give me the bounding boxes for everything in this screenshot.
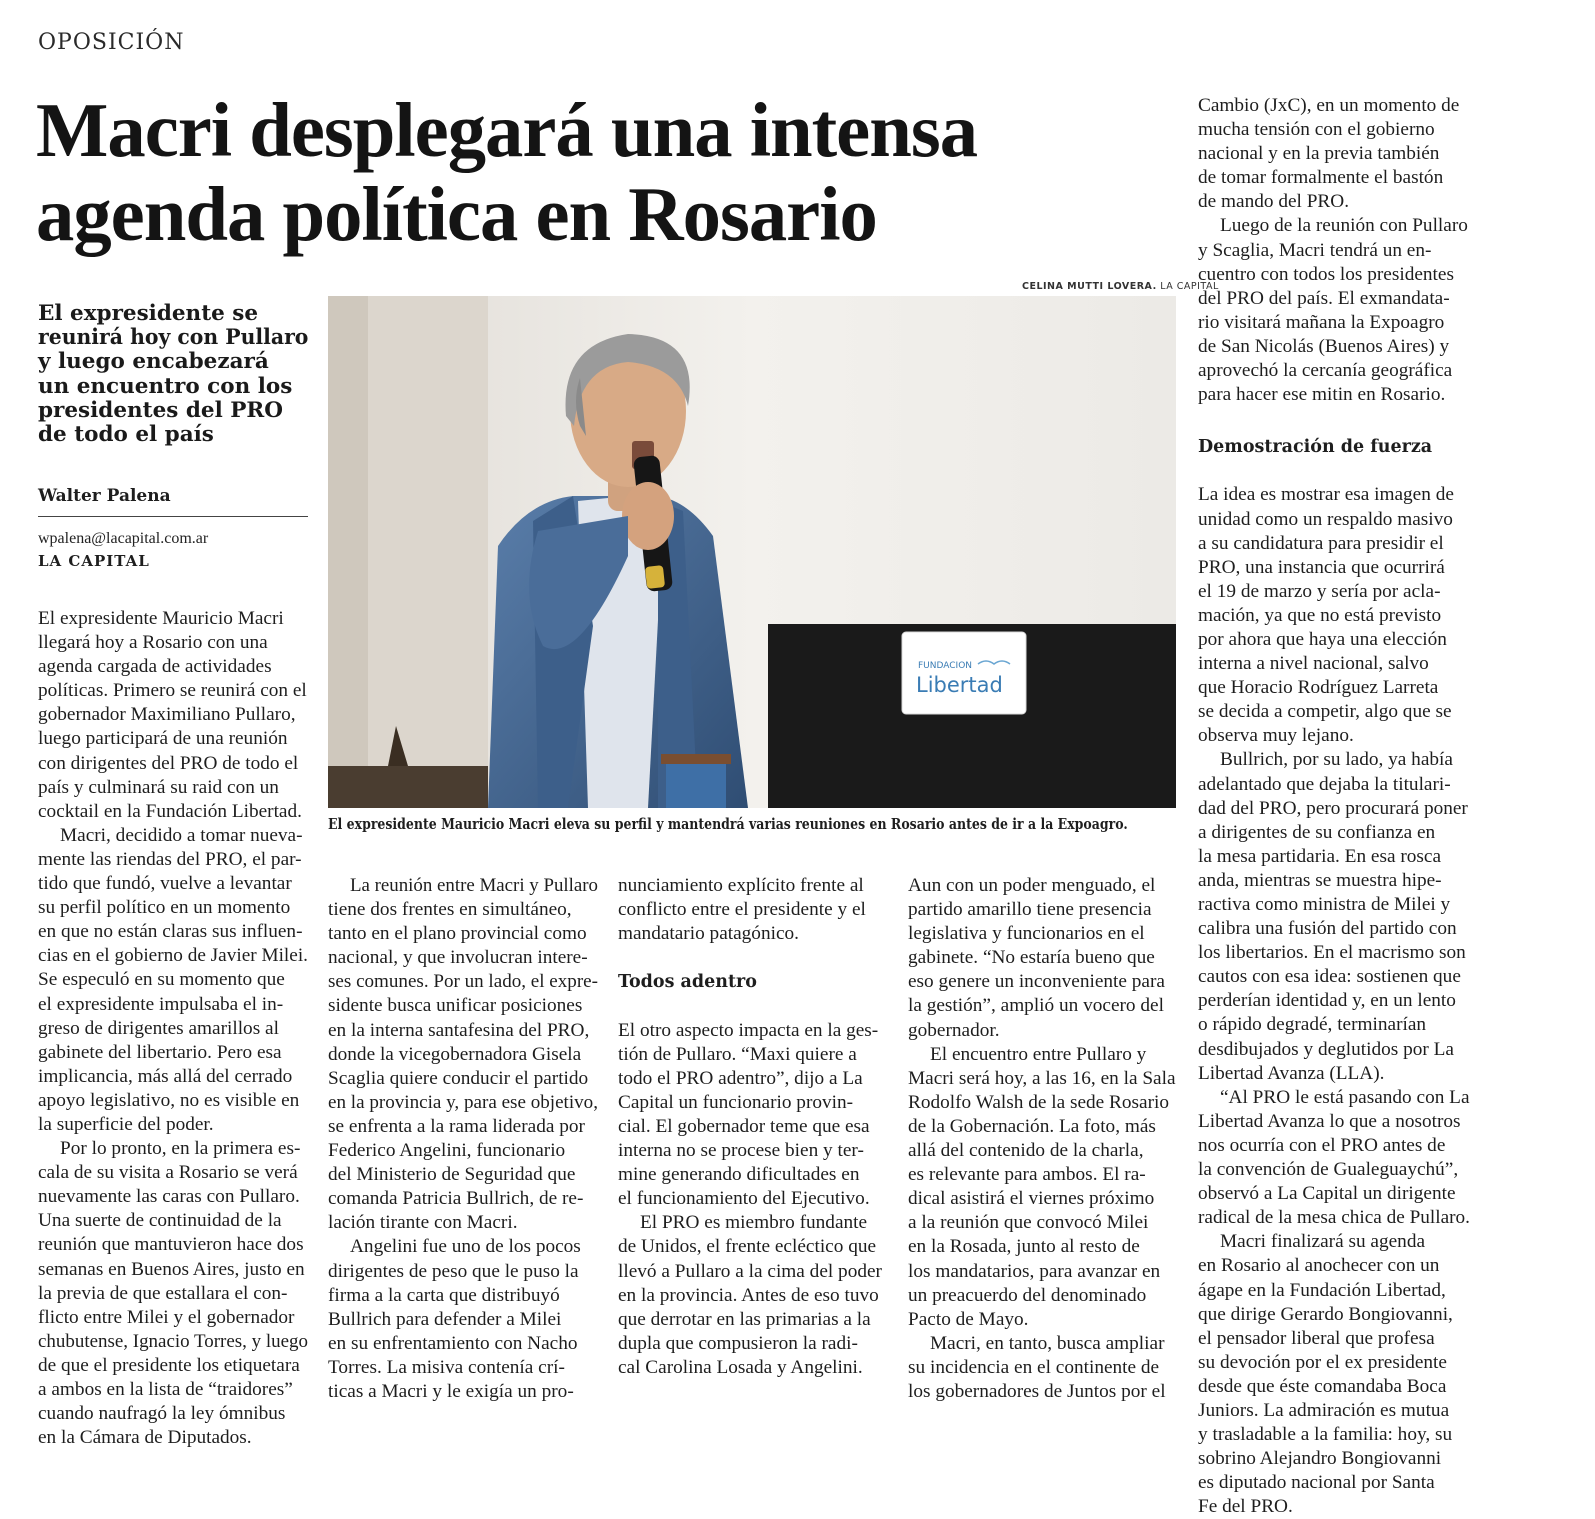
body-line: cial. El gobernador teme que esa xyxy=(618,1115,870,1137)
body-line: implicancia, más allá del cerrado xyxy=(38,1065,293,1087)
body-line: mente las riendas del PRO, el par- xyxy=(38,848,302,870)
body-line: el expresidente impulsaba el in- xyxy=(38,993,284,1015)
body-line: adelantado que dejaba la titulari- xyxy=(1198,773,1451,795)
body-line: y trasladable a la familia: hoy, su xyxy=(1198,1424,1453,1446)
body-line: ágape en la Fundación Libertad, xyxy=(1198,1279,1446,1301)
body-line: La reunión entre Macri y Pullaro xyxy=(350,875,598,896)
body-line: Capital un funcionario provin- xyxy=(618,1091,854,1113)
body-line: El expresidente Mauricio Macri xyxy=(38,608,284,629)
body-line: El PRO es miembro fundante xyxy=(640,1212,868,1234)
body-line: comanda Patricia Bullrich, de re- xyxy=(328,1188,584,1210)
body-line: país y culminará su raid con un xyxy=(38,776,279,798)
body-line: La idea es mostrar esa imagen de xyxy=(1198,484,1454,506)
body-line: que Horacio Rodríguez Larreta xyxy=(1198,677,1439,699)
body-line: anda, mientras se muestra hipe- xyxy=(1198,869,1442,891)
body-line: aprovechó la cercanía geográfica xyxy=(1198,360,1453,382)
body-line: donde la vicegobernadora Gisela xyxy=(328,1043,582,1065)
body-line: su incidencia en el continente de xyxy=(908,1356,1160,1378)
body-line: chubutense, Ignacio Torres, y luego xyxy=(38,1330,308,1352)
body-line: Bullrich para defender a Milei xyxy=(328,1308,562,1330)
body-line: de San Nicolás (Buenos Aires) y xyxy=(1198,335,1450,357)
body-line: Juniors. La admiración es mutua xyxy=(1198,1399,1450,1421)
body-line: Pacto de Mayo. xyxy=(908,1308,1029,1330)
body-line: con dirigentes del PRO de todo el xyxy=(38,752,299,774)
body-line: agenda cargada de actividades xyxy=(38,656,272,678)
body-line: que derrotar en las primarias a la xyxy=(618,1308,871,1330)
body-line: Macri, en tanto, busca ampliar xyxy=(930,1332,1165,1354)
body-line: Macri, decidido a tomar nueva- xyxy=(60,824,303,846)
body-line: sidente busca unificar posiciones xyxy=(328,995,583,1017)
body-line: lación tirante con Macri. xyxy=(328,1212,518,1234)
body-line: nunciamiento explícito frente al xyxy=(618,875,864,896)
body-line: los libertarios. En el macrismo son xyxy=(1198,942,1466,964)
body-line: del Ministerio de Seguridad que xyxy=(328,1164,576,1186)
deck-line: reunirá hoy con Pullaro xyxy=(38,325,309,351)
body-line: perderían identidad y, en un lento xyxy=(1198,990,1456,1012)
body-line: gabinete. “No estaría bueno que xyxy=(908,947,1155,969)
headline xyxy=(36,88,1176,256)
body-line: cuando naufragó la ley ómnibus xyxy=(38,1403,286,1425)
body-line: reunión que mantuvieron hace dos xyxy=(38,1234,304,1256)
body-line: de que el presidente los etiquetara xyxy=(38,1354,300,1376)
body-line: la mesa partidaria. En esa rosca xyxy=(1198,845,1442,867)
body-line: que dirige Gerardo Bongiovanni, xyxy=(1198,1303,1453,1325)
body-line: Libertad Avanza lo que a nosotros xyxy=(1198,1110,1461,1132)
body-line: Cambio (JxC), en un momento de xyxy=(1198,95,1460,116)
byline-author: Walter Palena xyxy=(38,486,308,517)
body-line: la previa de que estallara el con- xyxy=(38,1282,288,1304)
body-line: greso de dirigentes amarillos al xyxy=(38,1017,279,1039)
body-line: en la interna santafesina del PRO, xyxy=(328,1019,590,1041)
body-line: dirigentes de peso que le puso la xyxy=(328,1260,579,1282)
body-line: Federico Angelini, funcionario xyxy=(328,1140,566,1162)
deck-line: El expresidente se xyxy=(38,301,259,326)
body-line: PRO, una instancia que ocurrirá xyxy=(1198,556,1445,578)
body-line: a la reunión que convocó Milei xyxy=(908,1212,1149,1234)
subheading: Demostración de fuerza xyxy=(1198,437,1433,458)
deck-subtitle xyxy=(38,302,308,447)
body-line: tanto en el plano provincial como xyxy=(328,923,587,945)
body-line: ractiva como ministra de Milei y xyxy=(1198,894,1451,915)
body-line: en que no están claras sus influen- xyxy=(38,921,303,943)
body-line: nacional, y que involucran intere- xyxy=(328,947,588,969)
headline-line: agenda política en Rosario xyxy=(36,171,877,257)
photo-credit xyxy=(1022,281,1219,292)
photo-credit-name: CELINA MUTTI LOVERA. xyxy=(1022,281,1157,292)
body-line: en Rosario al anochecer con un xyxy=(1198,1255,1440,1277)
body-line: dical asistirá el viernes próximo xyxy=(908,1188,1155,1210)
article-photo xyxy=(328,296,1176,808)
body-line: ses comunes. Por un lado, el expre- xyxy=(328,971,598,993)
body-line: su perfil político en un momento xyxy=(38,897,291,919)
body-line: legislativa y funcionarios en el xyxy=(908,923,1145,945)
body-line: El encuentro entre Pullaro y xyxy=(930,1043,1147,1065)
body-column-2 xyxy=(328,874,598,1404)
body-line: cautos con esa idea: sostienen que xyxy=(1198,966,1461,988)
body-line: mación, ya que no está previsto xyxy=(1198,604,1442,626)
body-line: los mandatarios, para avanzar en xyxy=(908,1260,1161,1282)
body-line: Aun con un poder menguado, el xyxy=(908,875,1156,896)
photo-credit-outlet: LA CAPITAL xyxy=(1160,281,1219,292)
body-line: gobernador Maximiliano Pullaro, xyxy=(38,704,296,726)
body-line: observa muy lejano. xyxy=(1198,725,1354,747)
body-line: de la Gobernación. La foto, más xyxy=(908,1115,1156,1137)
body-line: para hacer ese mitin en Rosario. xyxy=(1198,384,1446,406)
body-line: Bullrich, por su lado, ya había xyxy=(1220,749,1453,771)
body-line: desdibujados y deglutidos por La xyxy=(1198,1038,1454,1060)
body-line: “Al PRO le está pasando con La xyxy=(1220,1086,1470,1108)
body-line: se decida a competir, algo que se xyxy=(1198,701,1452,723)
body-line: en su enfrentamiento con Nacho xyxy=(328,1332,578,1354)
body-line: mine generando dificultades en xyxy=(618,1164,860,1186)
body-line: en la provincia. Antes de eso tuvo xyxy=(618,1284,879,1306)
body-line: del PRO del país. El exmandata- xyxy=(1198,287,1450,309)
body-line: se enfrenta a la rama liderada por xyxy=(328,1115,585,1137)
subheading: Todos adentro xyxy=(618,972,757,993)
body-line: partido amarillo tiene presencia xyxy=(908,899,1152,921)
body-line: cias en el gobierno de Javier Milei. xyxy=(38,945,308,967)
deck-line: y luego encabezará xyxy=(38,349,269,375)
body-line: es diputado nacional por Santa xyxy=(1198,1472,1435,1494)
body-line: unidad como un respaldo masivo xyxy=(1198,508,1453,530)
body-line: calibra una fusión del partido con xyxy=(1198,918,1457,940)
body-line: cala de su visita a Rosario se verá xyxy=(38,1162,298,1184)
body-column-1 xyxy=(38,607,308,1450)
body-line: tido que fundó, vuelve a levantar xyxy=(38,873,292,895)
body-line: nuevamente las caras con Pullaro. xyxy=(38,1186,300,1208)
body-line: por ahora que haya una elección xyxy=(1198,628,1447,650)
body-line: eso genere un inconveniente para xyxy=(908,971,1165,993)
body-line: la gestión”, amplió un vocero del xyxy=(908,995,1164,1017)
body-line: mandatario patagónico. xyxy=(618,923,799,945)
body-line: gabinete del libertario. Pero esa xyxy=(38,1041,282,1063)
body-line: Fe del PRO. xyxy=(1198,1496,1293,1518)
body-line: su devoción por el ex presidente xyxy=(1198,1351,1447,1373)
body-line: tiene dos frentes en simultáneo, xyxy=(328,899,572,921)
body-line: de Unidos, el frente ecléctico que xyxy=(618,1236,877,1258)
body-line: allá del contenido de la charla, xyxy=(908,1140,1144,1162)
body-line: el 19 de marzo y sería por acla- xyxy=(1198,580,1441,602)
byline-email: wpalena@lacapital.com.ar xyxy=(38,530,209,547)
body-line: cocktail en la Fundación Libertad. xyxy=(38,800,302,822)
body-line: Libertad Avanza (LLA). xyxy=(1198,1062,1385,1084)
body-line: Macri será hoy, a las 16, en la Sala xyxy=(908,1067,1176,1089)
photo-caption: El expresidente Mauricio Macri eleva su perfil y mantendrá varias reuniones en Rosario antes de ir a la Expoagro. xyxy=(328,816,1128,833)
body-line: llevó a Pullaro a la cima del poder xyxy=(618,1260,882,1282)
body-line: luego participará de una reunión xyxy=(38,728,288,750)
body-line: y Scaglia, Macri tendrá un en- xyxy=(1198,239,1432,261)
body-line: todo el PRO adentro”, dijo a La xyxy=(618,1067,863,1089)
speaker-photo-illustration xyxy=(328,296,1176,808)
body-line: Una suerte de continuidad de la xyxy=(38,1210,282,1232)
sign-main-text: Libertad xyxy=(916,673,1003,697)
body-line: en la Cámara de Diputados. xyxy=(38,1427,252,1449)
body-line: ticas a Macri y le exigía un pro- xyxy=(328,1380,574,1402)
body-line: El otro aspecto impacta en la ges- xyxy=(618,1019,879,1041)
body-line: flicto entre Milei y el gobernador xyxy=(38,1306,295,1328)
body-line: apoyo legislativo, no es visible en xyxy=(38,1089,300,1111)
body-line: o rápido degradé, terminarían xyxy=(1198,1014,1427,1036)
body-column-4 xyxy=(908,874,1178,1404)
body-line: los gobernadores de Juntos por el xyxy=(908,1380,1166,1402)
body-column-3 xyxy=(618,874,888,1380)
headline-line: Macri desplegará una intensa xyxy=(36,87,978,173)
body-line: interna a nivel nacional, salvo xyxy=(1198,653,1429,675)
body-line: Luego de la reunión con Pullaro xyxy=(1220,215,1468,237)
body-line: de tomar formalmente el bastón xyxy=(1198,167,1444,189)
body-line: nos ocurría con el PRO antes de xyxy=(1198,1134,1446,1156)
body-line: la superficie del poder. xyxy=(38,1113,214,1135)
body-line: tión de Pullaro. “Maxi quiere a xyxy=(618,1043,857,1065)
sign-top-text: FUNDACION xyxy=(918,661,973,671)
section-label: OPOSICIÓN xyxy=(38,30,185,55)
body-line: sobrino Alejandro Bongiovanni xyxy=(1198,1448,1442,1470)
body-line: a dirigentes de su confianza en xyxy=(1198,821,1436,843)
body-line: Rodolfo Walsh de la sede Rosario xyxy=(908,1091,1170,1113)
body-line: desde que éste comandaba Boca xyxy=(1198,1375,1447,1397)
body-line: nacional y en la previa también xyxy=(1198,143,1440,165)
body-line: gobernador. xyxy=(908,1019,1000,1041)
body-line: observó a La Capital un dirigente xyxy=(1198,1183,1456,1205)
body-line: Por lo pronto, en la primera es- xyxy=(60,1138,301,1160)
body-line: es relevante para ambos. El ra- xyxy=(908,1164,1146,1186)
body-line: cuentro con todos los presidentes xyxy=(1198,263,1454,285)
body-line: Se especuló en su momento que xyxy=(38,969,285,991)
body-line: a su candidatura para presidir el xyxy=(1198,532,1444,554)
body-line: mucha tensión con el gobierno xyxy=(1198,119,1435,141)
body-line: semanas en Buenos Aires, justo en xyxy=(38,1258,305,1280)
body-line: firma a la carta que distribuyó xyxy=(328,1284,560,1306)
body-line: a ambos en la lista de “traidores” xyxy=(38,1379,293,1400)
body-line: políticas. Primero se reunirá con el xyxy=(38,680,307,702)
body-line: dad del PRO, pero procurará poner xyxy=(1198,797,1468,819)
body-line: Scaglia quiere conducir el partido xyxy=(328,1067,589,1089)
body-line: conflicto entre el presidente y el xyxy=(618,899,866,921)
body-column-5 xyxy=(1198,94,1470,1519)
body-line: dupla que compusieron la radi- xyxy=(618,1332,858,1354)
body-line: cal Carolina Losada y Angelini. xyxy=(618,1356,863,1378)
deck-line: presidentes del PRO xyxy=(38,397,283,423)
byline-outlet: LA CAPITAL xyxy=(38,552,150,570)
body-line: interna no se procese bien y ter- xyxy=(618,1140,864,1162)
body-line: Angelini fue uno de los pocos xyxy=(350,1236,581,1258)
body-line: el funcionamiento del Ejecutivo. xyxy=(618,1188,870,1210)
body-line: rio visitará mañana la Expoagro xyxy=(1198,311,1445,333)
body-line: el pensador liberal que profesa xyxy=(1198,1327,1435,1349)
body-line: la convención de Gualeguaychú”, xyxy=(1198,1159,1459,1181)
body-line: en la Rosada, junto al resto de xyxy=(908,1236,1140,1258)
body-line: en la provincia y, para ese objetivo, xyxy=(328,1091,598,1113)
body-line: llegará hoy a Rosario con una xyxy=(38,632,268,654)
body-line: de mando del PRO. xyxy=(1198,191,1350,213)
deck-line: de todo el país xyxy=(38,422,214,448)
body-line: un preacuerdo del denominado xyxy=(908,1284,1147,1306)
body-line: radical de la mesa chica de Pullaro. xyxy=(1198,1207,1470,1229)
body-line: Macri finalizará su agenda xyxy=(1220,1231,1426,1253)
deck-line: un encuentro con los xyxy=(38,373,293,399)
body-line: Torres. La misiva contenía crí- xyxy=(328,1356,565,1378)
